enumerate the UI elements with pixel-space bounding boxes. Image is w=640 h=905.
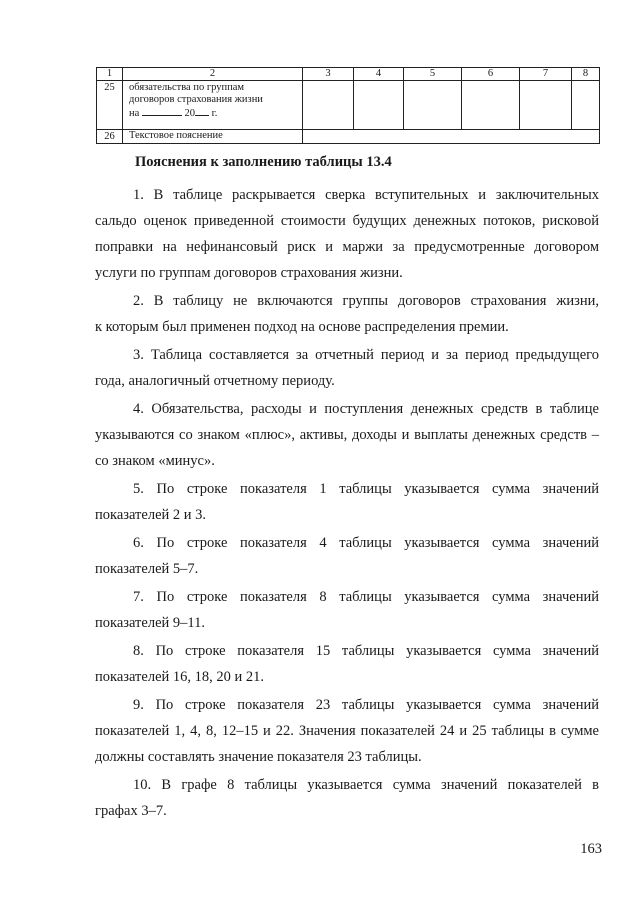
paragraph-line: показателей 5–7. bbox=[95, 561, 199, 577]
paragraph-line: 2. В таблицу не включаются группы договоров страхования жизни, bbox=[133, 293, 599, 309]
table-cell bbox=[303, 81, 354, 130]
table-header-cell: 1 bbox=[97, 68, 123, 81]
explanation-paragraph bbox=[95, 342, 599, 394]
row-description-date bbox=[129, 106, 298, 120]
paragraph-line: показателей 2 и 3. bbox=[95, 507, 207, 523]
date-year-prefix: 20 bbox=[184, 108, 196, 119]
row-number: 25 bbox=[97, 81, 123, 130]
row-description bbox=[123, 81, 303, 130]
explanation-paragraph bbox=[95, 396, 599, 474]
section-heading: Пояснения к заполнению таблицы 13.4 bbox=[135, 154, 392, 170]
paragraph-line: 5. По строке показателя 1 таблицы указывается сумма значений bbox=[133, 481, 599, 497]
page-number: 163 bbox=[580, 841, 602, 857]
paragraph-line: поправки на нефинансовый риск и маржи за предусмотренные договором bbox=[95, 239, 599, 255]
row-description-line: обязательства по группам bbox=[129, 82, 245, 93]
table-cell-merged bbox=[303, 130, 600, 144]
explanation-paragraph bbox=[95, 530, 599, 582]
table-cell bbox=[572, 81, 600, 130]
table-row bbox=[97, 81, 600, 130]
explanation-paragraph bbox=[95, 692, 599, 770]
explanation-paragraph bbox=[95, 288, 599, 340]
explanation-paragraph bbox=[95, 772, 599, 824]
paragraph-line: 8. По строке показателя 15 таблицы указывается сумма значений bbox=[133, 643, 599, 659]
table-row bbox=[97, 130, 600, 144]
paragraph-line: 3. Таблица составляется за отчетный период и за период предыдущего bbox=[133, 347, 599, 363]
paragraph-line: услуги по группам договоров страхования жизни. bbox=[95, 265, 403, 281]
paragraph-line: 4. Обязательства, расходы и поступления денежных средств в таблице bbox=[133, 401, 599, 417]
paragraph-line: к которым был применен подход на основе распределения премии. bbox=[95, 319, 509, 335]
paragraph-line: года, аналогичный отчетному периоду. bbox=[95, 373, 335, 389]
paragraph-line: показателей 1, 4, 8, 12–15 и 22. Значения показателей 24 и 25 таблицы в сумме bbox=[95, 723, 599, 739]
paragraph-line: 7. По строке показателя 8 таблицы указывается сумма значений bbox=[133, 589, 599, 605]
table-header-cell: 7 bbox=[520, 68, 572, 81]
table-header-cell: 8 bbox=[572, 68, 600, 81]
paragraph-line: должны составлять значение показателя 23 таблицы. bbox=[95, 749, 422, 765]
date-suffix: г. bbox=[211, 108, 218, 119]
explanation-paragraph bbox=[95, 476, 599, 528]
paragraph-line: указываются со знаком «плюс», активы, доходы и выплаты денежных средств – bbox=[95, 427, 599, 443]
explanation-paragraph bbox=[95, 638, 599, 690]
row-number: 26 bbox=[97, 130, 123, 144]
table-cell bbox=[404, 81, 462, 130]
row-description: Текстовое пояснение bbox=[123, 130, 303, 144]
paragraph-line: сальдо оценок приведенной стоимости будущих денежных потоков, рисковой bbox=[95, 213, 599, 229]
indicator-table bbox=[96, 67, 600, 144]
date-blank bbox=[142, 106, 182, 116]
paragraph-line: со знаком «минус». bbox=[95, 453, 215, 469]
row-description-line: договоров страхования жизни bbox=[129, 94, 263, 105]
table-cell bbox=[520, 81, 572, 130]
paragraph-line: графах 3–7. bbox=[95, 803, 167, 819]
paragraph-line: показателей 16, 18, 20 и 21. bbox=[95, 669, 265, 685]
table-header-cell: 4 bbox=[354, 68, 404, 81]
year-blank bbox=[195, 106, 209, 116]
table-cell bbox=[462, 81, 520, 130]
paragraph-line: 1. В таблице раскрывается сверка вступительных и заключительных bbox=[133, 187, 599, 203]
explanation-paragraph bbox=[95, 182, 599, 286]
date-prefix: на bbox=[129, 108, 140, 119]
paragraph-line: показателей 9–11. bbox=[95, 615, 205, 631]
table-header-cell: 3 bbox=[303, 68, 354, 81]
table-cell bbox=[354, 81, 404, 130]
paragraph-line: 10. В графе 8 таблицы указывается сумма значений показателей в bbox=[133, 777, 599, 793]
paragraph-line: 9. По строке показателя 23 таблицы указывается сумма значений bbox=[133, 697, 599, 713]
paragraph-line: 6. По строке показателя 4 таблицы указывается сумма значений bbox=[133, 535, 599, 551]
table-header-cell: 5 bbox=[404, 68, 462, 81]
explanation-paragraph bbox=[95, 584, 599, 636]
table-header-row bbox=[97, 68, 600, 81]
explanation-text bbox=[95, 182, 599, 826]
table-header-cell: 6 bbox=[462, 68, 520, 81]
table-header-cell: 2 bbox=[123, 68, 303, 81]
